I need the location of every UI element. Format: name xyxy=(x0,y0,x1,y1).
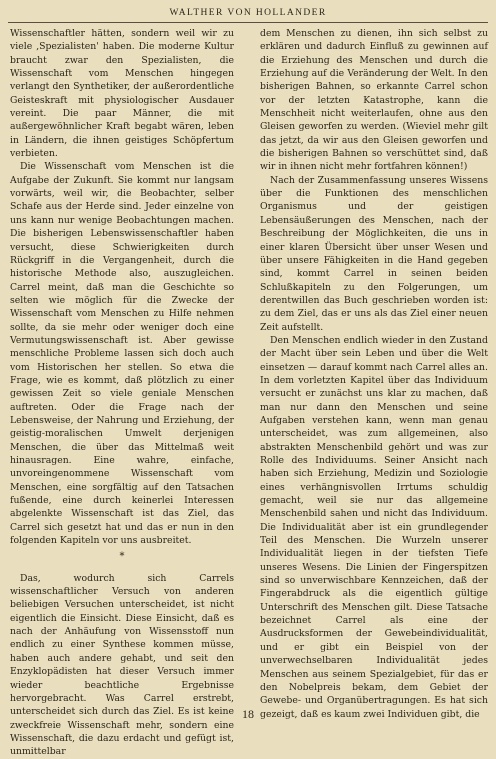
paragraph: Das, wodurch sich Carrels wissenschaftlicher Versuch von anderen beliebigen Versuchen unterscheidet, ist nicht eigentlich die Einsicht. Diese Einsicht, daß es nach der Anhäufung von Wissensstoff nun endlich zu einer Synthese kommen müsse, haben auch andere gehabt, und seit den Enzyklopädisten hat dieser Versuch immer wieder beachtliche Ergebnisse hervorgebracht. Was Carrel erstrebt, unterscheidet sich durch das Ziel. Es ist keine zweckfreie Wissenschaft mehr, sondern eine Wissenschaft, die dazu erdacht und gefügt ist, unmittelbar xyxy=(10,572,234,758)
header-rule xyxy=(8,22,488,23)
paragraph: Den Menschen endlich wieder in den Zustand der Macht über sein Leben und über die Welt einsetzen — darauf kommt nach Carrel alles an. In dem vorletzten Kapitel über das Individuum versucht er zunächst uns klar zu machen, daß man nur dann den Menschen und seine Aufgaben verstehen kann, wenn man genau unterscheidet, was zum allgemeinen, also abstrakten Menschenbild gehört und was zur Rolle des Individuums. Seiner Ansicht nach haben sich Erziehung, Medizin und Soziologie eines verhängnisvollen Irrtums schuldig gemacht, weil sie nur das allgemeine Menschenbild sahen und nicht das Individuum. Die Individualität aber ist ein grundlegender Teil des Menschen. Die Wurzeln unserer Individualität liegen in der tiefsten Tiefe unseres Wesens. Die Linien der Fingerspitzen sind so unverwischbare Kennzeichen, daß der Fingerabdruck als die eigentlich gültige Unterschrift des Menschen gilt. Diese Tatsache bezeichnet Carrel als eine der Ausdrucksformen der Gewebeindividualität, und er gibt ein Beispiel von der unverwechselbaren Individualität jedes Menschen aus seinem Spezialgebiet, für das er den Nobelpreis bekam, dem Gebiet der Gewebe- und Organübertragungen. Es hat sich gezeigt, daß es kaum zwei Individuen gibt, die xyxy=(260,334,488,720)
paragraph: Die Wissenschaft vom Menschen ist die Aufgabe der Zukunft. Sie kommt nur langsam vorwärts, weil wir, die Beobachter, selber Schafe aus der Herde sind. Jeder einzelne von uns kann nur wenige Beobachtungen machen. Die bisherigen Lebenswissenschaftler haben versucht, diese Schwierigkeiten durch Rückgriff in die Vergangenheit, durch die historische Methode also, auszugleichen. Carrel meint, daß man die Geschichte so selten wie möglich für die Zwecke der Wissenschaft vom Menschen zu Hilfe nehmen sollte, da sie mehr oder weniger doch eine Vermutungswissenschaft ist. Aber gewisse menschliche Probleme lassen sich doch auch vom Historischen her stellen. So etwa die Frage, wie es kommt, daß plötzlich zu einer gewissen Zeit so viele geniale Menschen auftreten. Oder die Frage nach der Lebensweise, der Nahrung und Erziehung, der geistig-moralischen Umwelt derjenigen Menschen, die über das Mittelmaß weit hinausragen. Eine wahre, einfache, unvoreingenommene Wissenschaft vom Menschen, eine sorgfältig auf den Tatsachen fußende, eine durch keinerlei Interessen abgelenkte Wissenschaft ist das Ziel, das Carrel sich gesetzt hat und das er nun in den folgenden Kapiteln vor uns ausbreitet. xyxy=(10,161,234,547)
paragraph: Wissenschaftler hätten, sondern weil wir zu viele ‚Spezialisten' haben. Die moderne Kultur braucht zwar den Spezialisten, die Wissenschaft vom Menschen hingegen verlangt den Synthetiker, der außerordentliche Geisteskraft mit physiologischer Ausdauer vereint. Die paar Männer, die mit außergewöhnlicher Kraft begabt wären, leben in Ländern, die ihnen geistiges Schöpfertum verbieten. xyxy=(10,28,234,160)
right-column xyxy=(260,27,488,721)
paragraph: dem Menschen zu dienen, ihn sich selbst zu erklären und dadurch Einfluß zu gewinnen auf die Erziehung des Menschen und durch die Erziehung auf die Veränderung der Welt. In den bisherigen Bahnen, so erkannte Carrel schon vor der letzten Katastrophe, kann die Menschheit nicht weiterlaufen, ohne aus den Gleisen geworfen zu werden. (Wieviel mehr gilt das jetzt, da wir aus den Gleisen geworfen und die bisherigen Bahnen so verschüttet sind, daß wir in ihnen nicht mehr fortfahren können!) xyxy=(260,28,488,173)
paragraph: Nach der Zusammenfassung unseres Wissens über die Funktionen des menschlichen Organismus und der geistigen Lebensäußerungen des Menschen, nach der Beschreibung der Möglichkeiten, die uns in einer klaren Übersicht über unser Wesen und über unsere Fähigkeiten in die Hand gegeben sind, kommt Carrel in seinen beiden Schlußkapiteln zu den Folgerungen, um derentwillen das Buch geschrieben worden ist: zu dem Ziel, das er uns als das Ziel einer neuen Zeit aufstellt. xyxy=(260,174,488,333)
left-column xyxy=(10,27,234,759)
section-separator: * xyxy=(119,551,125,563)
page-number: 18 xyxy=(242,707,254,721)
running-header: WALTHER VON HOLLANDER xyxy=(169,8,327,18)
